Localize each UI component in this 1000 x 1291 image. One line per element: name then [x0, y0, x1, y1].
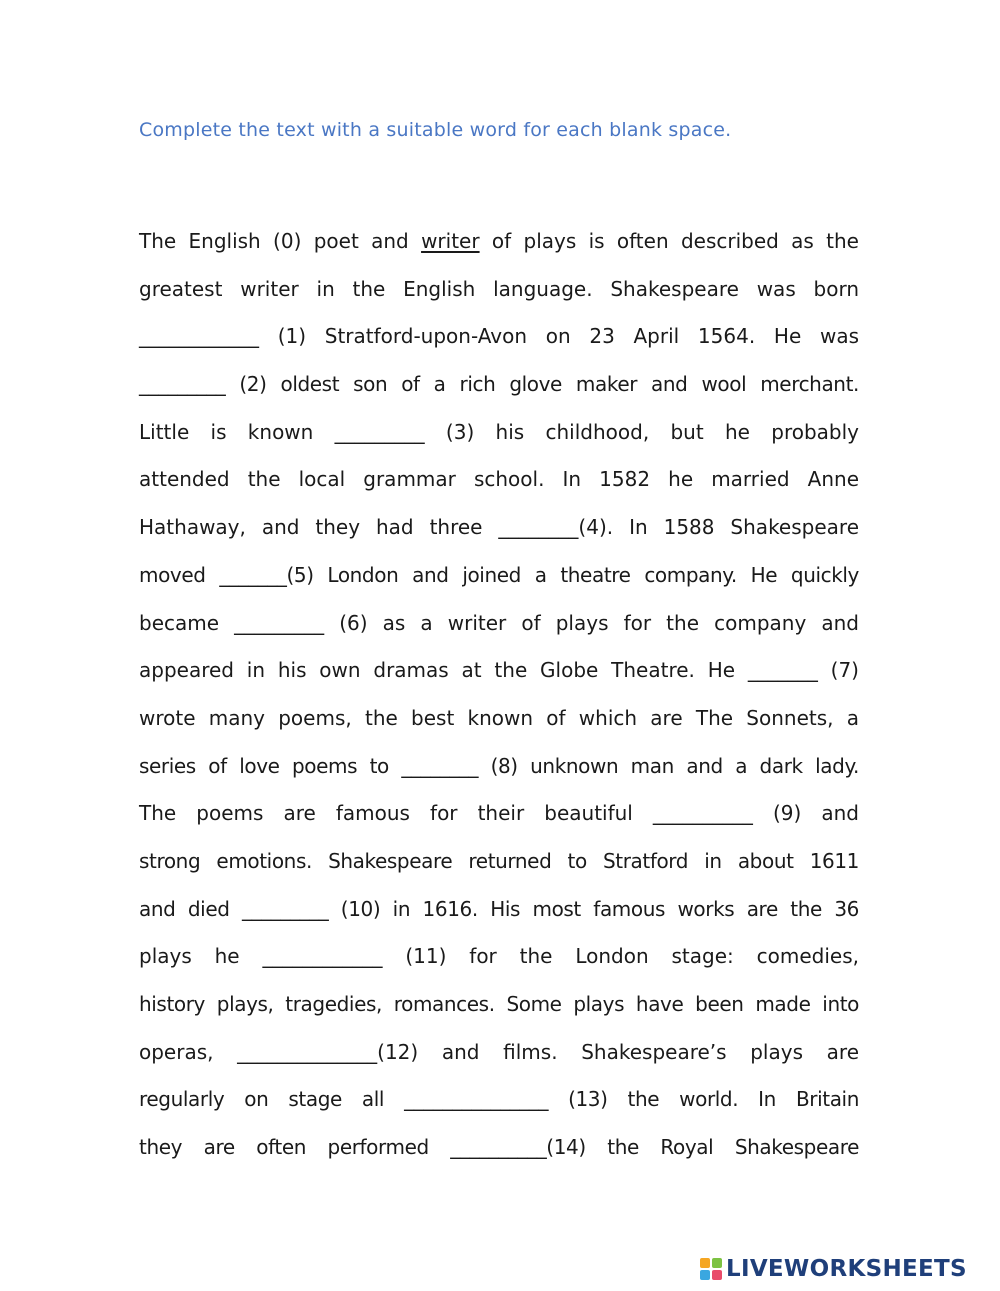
- passage-line: strong emotions. Shakespeare returned to Stratford in about 1611: [139, 848, 859, 873]
- passage-line: ____________ (1) Stratford-upon-Avon on 23 April 1564. He was: [139, 324, 859, 349]
- logo-tile: [700, 1270, 710, 1280]
- line-text: The English (0) poet and: [139, 229, 422, 253]
- passage-line: greatest writer in the English language. Shakespeare was born: [139, 276, 859, 301]
- passage: [139, 222, 859, 1176]
- logo-text: LIVEWORKSHEETS: [726, 1256, 967, 1282]
- logo-tile: [712, 1258, 722, 1268]
- passage-line: _________ (2) oldest son of a rich glove maker and wool merchant.: [139, 372, 859, 397]
- instruction-text: Complete the text with a suitable word for each blank space.: [139, 119, 732, 141]
- line-text: of plays is often described as the: [479, 229, 859, 253]
- passage-line: they are often performed __________(14) the Royal Shakespeare: [139, 1135, 859, 1160]
- passage-line: Little is known _________ (3) his childhood, but he probably: [139, 419, 859, 444]
- passage-line: operas, ______________(12) and films. Shakespeare’s plays are: [139, 1039, 859, 1064]
- passage-line: and died _________ (10) in 1616. His most famous works are the 36: [139, 896, 859, 921]
- passage-line: moved _______(5) London and joined a theatre company. He quickly: [139, 562, 859, 587]
- passage-line: plays he ____________ (11) for the London stage: comedies,: [139, 944, 859, 969]
- passage-line: attended the local grammar school. In 1582 he married Anne: [139, 467, 859, 492]
- passage-line: regularly on stage all _______________ (13) the world. In Britain: [139, 1087, 859, 1112]
- passage-line: series of love poems to ________ (8) unknown man and a dark lady.: [139, 753, 859, 778]
- passage-line: history plays, tragedies, romances. Some plays have been made into: [139, 992, 859, 1016]
- example-answer: writer: [421, 229, 480, 253]
- passage-line: wrote many poems, the best known of which are The Sonnets, a: [139, 705, 859, 730]
- passage-line: The poems are famous for their beautiful __________ (9) and: [139, 801, 859, 826]
- logo-icon: [700, 1258, 722, 1280]
- logo-tile: [700, 1258, 710, 1268]
- passage-line: appeared in his own dramas at the Globe Theatre. He _______ (7): [139, 658, 859, 683]
- liveworksheets-logo: [700, 1258, 967, 1280]
- passage-line: [139, 222, 859, 270]
- logo-tile: [712, 1270, 722, 1280]
- passage-line: became _________ (6) as a writer of plays for the company and: [139, 610, 859, 635]
- passage-line: Hathaway, and they had three ________(4). In 1588 Shakespeare: [139, 515, 859, 540]
